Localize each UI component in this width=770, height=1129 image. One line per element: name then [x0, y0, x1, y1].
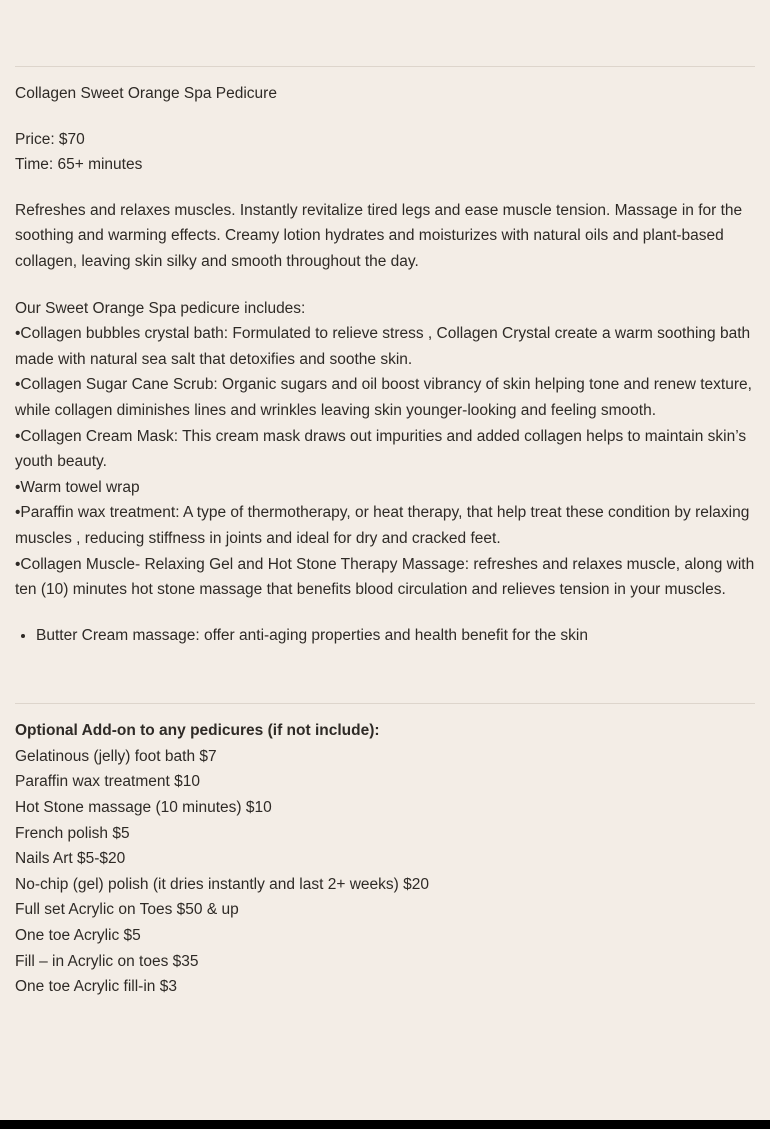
service-description: Refreshes and relaxes muscles. Instantly revitalize tired legs and ease muscle tension. Massage in for the soothing and warming effects. Creamy lotion hydrates and moisturizes with natural oils and plant-based collagen, leaving skin silky and smooth throughout the day. — [15, 201, 743, 270]
price-time-block — [15, 127, 755, 178]
addons-section — [15, 718, 755, 1000]
service-title: Collagen Sweet Orange Spa Pedicure — [15, 85, 277, 102]
bullet-item: • Butter Cream massage: offer anti-aging properties and health benefit for the skin — [36, 623, 755, 649]
includes-heading: Our Sweet Orange Spa pedicure includes: — [15, 299, 306, 317]
addon-item: Full set Acrylic on Toes $50 & up — [15, 901, 239, 919]
includes-item: •Collagen bubbles crystal bath: Formulated to relieve stress , Collagen Crystal create a warm soothing bath made with natural sea salt that detoxifies and soothe skin. — [15, 325, 751, 368]
addon-item: One toe Acrylic fill-in $3 — [15, 978, 177, 996]
bullet-list — [15, 623, 755, 649]
addon-item: One toe Acrylic $5 — [15, 927, 141, 945]
addon-item: Gelatinous (jelly) foot bath $7 — [15, 747, 217, 765]
footer-bar — [0, 1120, 770, 1129]
includes-section — [15, 296, 755, 603]
addon-item: French polish $5 — [15, 824, 130, 842]
service-price: Price: $70 — [15, 130, 85, 148]
service-time: Time: 65+ minutes — [15, 156, 143, 174]
includes-item: •Paraffin wax treatment: A type of thermotherapy, or heat therapy, that help treat these condition by relaxing muscles , reducing stiffness in joints and ideal for dry and cracked feet. — [15, 504, 750, 547]
addon-item: Paraffin wax treatment $10 — [15, 773, 200, 791]
addon-item: Hot Stone massage (10 minutes) $10 — [15, 799, 272, 817]
includes-item: •Warm towel wrap — [15, 478, 140, 496]
includes-item: •Collagen Cream Mask: This cream mask draws out impurities and added collagen helps to maintain skin’s youth beauty. — [15, 427, 747, 471]
addon-item: Fill – in Acrylic on toes $35 — [15, 952, 199, 970]
top-divider — [15, 66, 755, 67]
addon-item: No-chip (gel) polish (it dries instantly and last 2+ weeks) $20 — [15, 875, 429, 893]
page-content — [15, 0, 755, 1000]
includes-item: •Collagen Sugar Cane Scrub: Organic sugars and oil boost vibrancy of skin helping tone and renew texture, while collagen diminishes lines and wrinkles leaving skin younger-looking and feeling smooth. — [15, 376, 752, 419]
addon-item: Nails Art $5-$20 — [15, 850, 126, 868]
addons-heading: Optional Add-on to any pedicures (if not include): — [15, 722, 380, 740]
includes-item: •Collagen Muscle- Relaxing Gel and Hot Stone Therapy Massage: refreshes and relaxes muscle, along with ten (10) minutes hot stone massage that benefits blood circulation and relieves tension in your muscles. — [15, 555, 755, 599]
section-divider — [15, 703, 755, 704]
